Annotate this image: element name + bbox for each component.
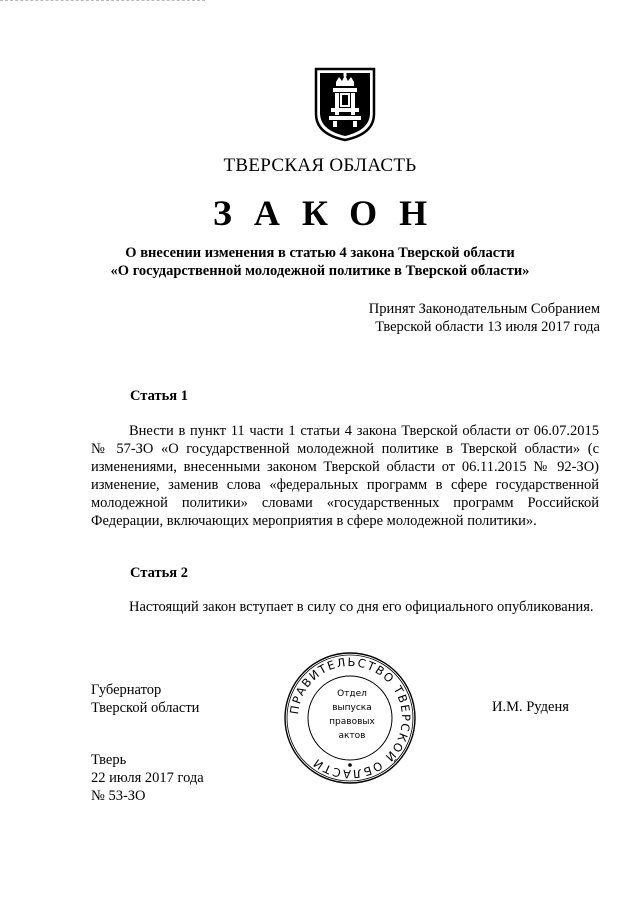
- article-1-heading: Статья 1: [130, 388, 188, 404]
- article-2-heading: Статья 2: [130, 565, 188, 581]
- place-date-number: [91, 751, 204, 805]
- signatory-position: [91, 681, 199, 717]
- article-2-text: Настоящий закон вступает в силу со дня его официального опубликования.: [129, 599, 594, 615]
- region-name: ТВЕРСКАЯ ОБЛАСТЬ: [223, 155, 417, 176]
- law-subtitle: [0, 244, 640, 280]
- stamp-center-line: правовых: [329, 717, 375, 727]
- scan-artifact-line: [0, 0, 205, 3]
- official-stamp: [282, 650, 418, 786]
- law-number: № 53-ЗО: [91, 788, 146, 804]
- coat-of-arms-icon: [313, 66, 377, 142]
- subtitle-line-1: О внесении изменения в статью 4 закона Тверской области: [125, 245, 515, 261]
- signing-date: 22 июля 2017 года: [91, 770, 204, 786]
- stamp-dot: [348, 763, 352, 767]
- signatory-position-line-2: Тверской области: [91, 700, 200, 716]
- signatory-position-line-1: Губернатор: [91, 682, 162, 698]
- stamp-center-line: Отдел: [337, 689, 367, 699]
- stamp-ring-text: ПРАВИТЕЛЬСТВО ТВЕРСКОЙ ОБЛАСТИ: [286, 654, 414, 782]
- signatory-name: И.М. Руденя: [492, 699, 569, 715]
- city: Тверь: [91, 752, 127, 768]
- adoption-line-2: Тверской области 13 июля 2017 года: [375, 319, 600, 335]
- stamp-center-line: актов: [338, 731, 366, 741]
- article-1-text: Внести в пункт 11 части 1 статьи 4 закона Тверской области от 06.07.2015 № 57-ЗО «О государственной молодежной политике в Тверской области» (с изменениями, внесенными законом Тверской области от 06.11.2015 № 92-ЗО) изменение, заменив слова «федеральных программ в сфере государственной молодежной политики» словами «государственных программ Российской Федерации, включающих мероприятия в сфере молодежной политики».: [91, 423, 599, 529]
- document-type-title: ЗАКОН: [212, 193, 450, 233]
- adoption-line-1: Принят Законодательным Собранием: [368, 301, 600, 317]
- subtitle-line-2: «О государственной молодежной политике в Тверской области»: [110, 263, 530, 279]
- adoption-note: [369, 300, 600, 336]
- stamp-center-line: выпуска: [332, 703, 372, 713]
